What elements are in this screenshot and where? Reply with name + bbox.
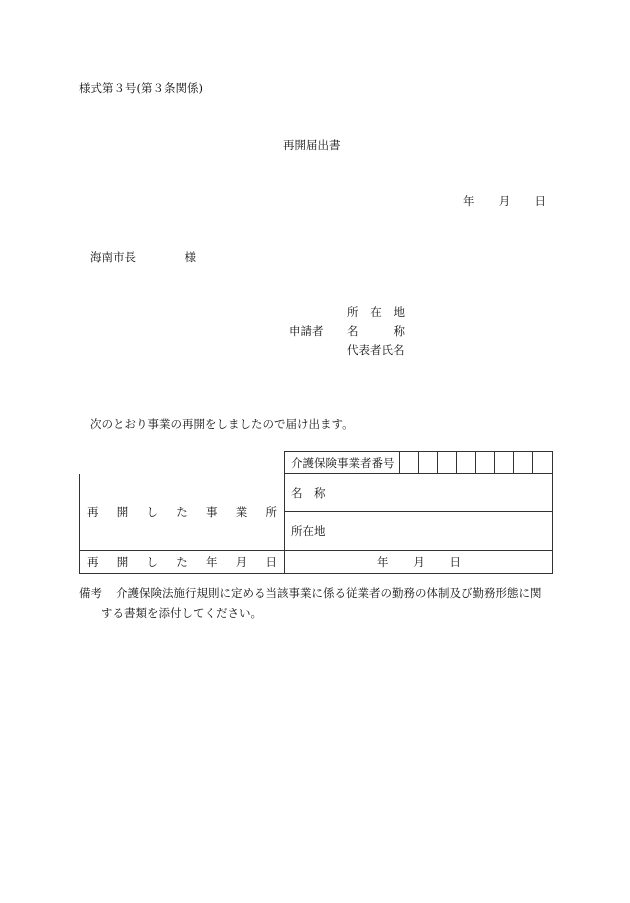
reopen-date-label — [80, 551, 285, 574]
addressee — [90, 249, 196, 265]
insurance-number-digit[interactable] — [400, 452, 419, 474]
date-month-label: 月 — [498, 194, 511, 208]
submission-date — [463, 193, 546, 209]
addressee-name: 海南市長 — [90, 250, 136, 264]
remarks-label: 備考 — [79, 586, 102, 600]
remarks-line-2: する書類を添付してください。 — [101, 606, 262, 620]
representative-label: 代表者氏名 — [347, 343, 405, 357]
reopen-year-label: 年 — [377, 555, 389, 569]
applicant-name-label — [347, 323, 405, 339]
reopening-table — [79, 451, 553, 574]
label-char: 再 — [87, 555, 99, 569]
date-day-label: 日 — [534, 194, 546, 208]
remarks — [79, 583, 542, 623]
applicant-label: 申請者 — [289, 324, 324, 338]
label-char: 年 — [206, 555, 218, 569]
name-char: 名 — [347, 324, 359, 338]
name-char: 称 — [393, 324, 405, 338]
label-char: し — [146, 504, 158, 519]
address-char: 所 — [347, 305, 359, 319]
insurance-number-digit[interactable] — [495, 452, 514, 474]
office-name-field[interactable] — [285, 474, 553, 512]
label-char: た — [176, 504, 188, 519]
address-char: 在 — [370, 305, 382, 319]
label-char: 月 — [235, 555, 248, 569]
office-name-label: 名 称 — [291, 485, 326, 500]
notice-text: 次のとおり事業の再開をしましたので届け出ます。 — [90, 417, 354, 431]
insurance-number-digit[interactable] — [438, 452, 457, 474]
form-number: 様式第３号(第３条関係) — [79, 81, 203, 95]
office-location-label: 所在地 — [291, 524, 326, 538]
label-char: 再 — [87, 504, 99, 519]
label-char: 日 — [265, 555, 277, 569]
address-char: 地 — [393, 305, 405, 319]
document-title: 再開届出書 — [283, 138, 341, 152]
label-char: 開 — [116, 555, 129, 569]
office-location-field[interactable] — [285, 512, 553, 551]
insurance-number-digit[interactable] — [419, 452, 438, 474]
label-char: し — [146, 555, 158, 569]
insurance-number-label: 介護保険事業者番号 — [285, 452, 400, 474]
insurance-number-digit[interactable] — [533, 452, 553, 474]
reopened-office-label — [80, 474, 285, 551]
date-year-label: 年 — [463, 194, 475, 208]
reopen-day-label: 日 — [449, 555, 461, 569]
label-char: た — [176, 555, 188, 569]
reopen-month-label: 月 — [413, 555, 425, 569]
label-char: 事 — [206, 504, 218, 519]
remarks-line-1: 介護保険法施行規則に定める当該事業に係る従業者の勤務の体制及び勤務形態に関 — [116, 586, 542, 600]
label-char: 業 — [235, 504, 248, 519]
insurance-number-digit[interactable] — [457, 452, 476, 474]
label-char: 開 — [116, 504, 129, 519]
insurance-number-digit[interactable] — [476, 452, 495, 474]
applicant-address-label — [347, 304, 405, 320]
insurance-number-digit[interactable] — [514, 452, 533, 474]
reopen-date-field[interactable] — [285, 551, 553, 574]
label-char: 所 — [265, 504, 277, 519]
addressee-suffix: 様 — [184, 250, 196, 264]
